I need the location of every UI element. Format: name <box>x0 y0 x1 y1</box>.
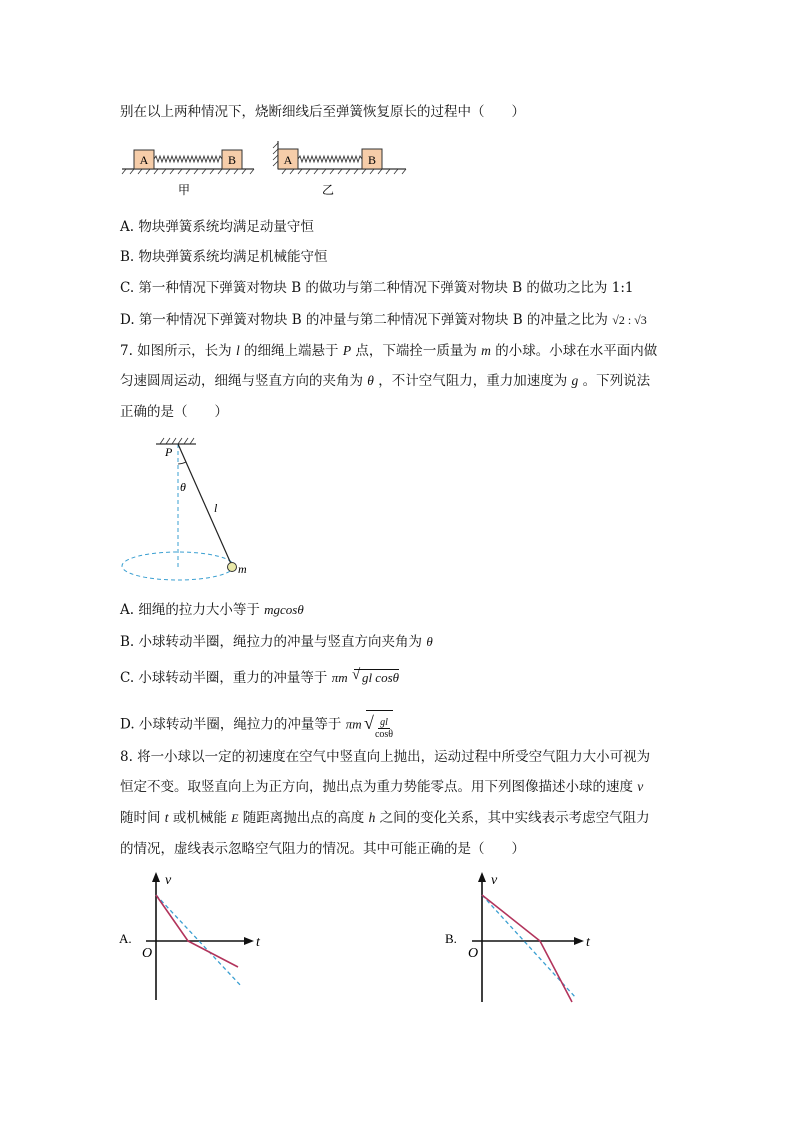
q7-var-p: P <box>342 343 352 358</box>
solid-line <box>482 895 572 1002</box>
sqrt-radical: √ $\frac{gl}{\cos\theta}$ <box>366 710 393 740</box>
q7-stem-line3: 正确的是（ ） <box>120 404 228 420</box>
fraction-numerator: gl <box>380 717 388 728</box>
figure-yi <box>270 140 406 200</box>
block-a-label: A <box>283 153 293 167</box>
q7-option-c <box>120 668 399 688</box>
q6-option-b: B. 物块弹簧系统均满足机械能守恒 <box>120 249 328 265</box>
q7-stem-line2 <box>120 371 650 391</box>
q7-text: 的小球。小球在水平面内做 <box>495 343 658 359</box>
q7-option-d-coef: πm <box>345 716 362 732</box>
x-axis-label: t <box>586 935 590 950</box>
q8-text: 之间的变化关系，其中实线表示考虑空气阻力 <box>379 810 650 826</box>
q7-text: 。下列说法 <box>582 373 651 389</box>
q6-option-d <box>120 310 647 330</box>
q8-stem-line1: 8. 将一小球以一定的初速度在空气中竖直向上抛出，运动过程中所受空气阻力大小可视为 <box>120 749 651 765</box>
q7-option-a <box>120 600 304 620</box>
q8-var-h: h <box>368 810 376 825</box>
q7-option-c-coef: πm <box>331 670 348 685</box>
solid-line <box>156 895 238 967</box>
q8-var-t: t <box>164 810 169 825</box>
label-p: P <box>165 445 173 459</box>
graph-a <box>116 870 276 1005</box>
q8-var-e: E <box>231 811 239 825</box>
q8-text: 随距离抛出点的高度 <box>242 810 365 826</box>
spring <box>298 156 362 162</box>
q7-text: ，不计空气阻力，重力加速度为 <box>378 373 568 389</box>
q6-option-d-ratio: √2 : √3 <box>612 313 647 327</box>
q6-intro: 别在以上两种情况下，烧断细线后至弹簧恢复原长的过程中（ ） <box>120 104 525 120</box>
q6-option-c: C. 第一种情况下弹簧对物块 B 的做功与第二种情况下弹簧对物块 B 的做功之比为 1:1 <box>120 280 634 296</box>
q8-text: 随时间 <box>120 810 161 826</box>
option-label: A. <box>119 931 132 946</box>
q7-option-d <box>120 710 393 740</box>
q7-option-a-text: A. 细绳的拉力大小等于 <box>120 602 260 618</box>
q7-option-d-text: D. 小球转动半圈，绳拉力的冲量等于 <box>120 716 342 733</box>
q7-option-c-radicand: gl cosθ <box>361 670 400 685</box>
q7-option-b-math: θ <box>426 634 433 649</box>
q7-text: 点，下端拴一质量为 <box>355 343 477 359</box>
graph-b <box>442 870 602 1005</box>
q7-text: 7. 如图所示，长为 <box>120 343 232 359</box>
q7-option-b <box>120 632 433 652</box>
origin-label: O <box>142 946 153 961</box>
block-b-label: B <box>227 153 237 167</box>
label-theta: θ <box>180 480 186 494</box>
q8-stem-line4: 的情况，虚线表示忽略空气阻力的情况。其中可能正确的是（ ） <box>120 841 525 857</box>
sqrt-radical: √ gl cosθ <box>351 667 400 685</box>
fraction <box>375 717 393 740</box>
caption-jia: 甲 <box>177 183 191 197</box>
block-b-label: B <box>367 153 377 167</box>
label-l: l <box>214 501 218 515</box>
q7-stem-line1 <box>120 341 657 361</box>
block-a-label: A <box>139 153 149 167</box>
x-axis-label: t <box>256 935 260 950</box>
q6-option-a: A. 物块弹簧系统均满足动量守恒 <box>120 219 314 235</box>
label-m: m <box>238 562 247 576</box>
caption-yi: 乙 <box>321 183 335 197</box>
q7-var-l: l <box>235 343 240 358</box>
q8-text: 恒定不变。取竖直向上为正方向，抛出点为重力势能零点。用下列图像描述小球的速度 <box>120 779 633 795</box>
q8-text: 或机械能 <box>172 810 227 826</box>
option-label: B. <box>445 931 457 946</box>
q8-stem-line3 <box>120 808 650 828</box>
spring <box>154 156 222 162</box>
fraction-denominator: cosθ <box>374 729 394 740</box>
figure-jia <box>122 142 254 200</box>
ball <box>228 563 237 572</box>
conical-pendulum-figure <box>118 436 258 586</box>
q7-text: 的细绳上端悬于 <box>244 343 339 359</box>
q7-var-m: m <box>481 343 491 358</box>
y-axis-label: v <box>491 873 498 888</box>
q7-var-g: g <box>571 373 579 388</box>
origin-label: O <box>468 946 479 961</box>
q7-text: 匀速圆周运动，细绳与竖直方向的夹角为 <box>120 373 363 389</box>
q7-option-a-math: mgcosθ <box>264 602 304 617</box>
q7-option-b-text: B. 小球转动半圈，绳拉力的冲量与竖直方向夹角为 <box>120 634 423 650</box>
y-axis-label: v <box>165 873 172 888</box>
q6-option-d-text: D. 第一种情况下弹簧对物块 B 的冲量与第二种情况下弹簧对物块 B 的冲量之比为 <box>120 312 608 328</box>
q7-var-theta: θ <box>367 373 374 388</box>
q8-stem-line2 <box>120 777 643 797</box>
q7-option-c-text: C. 小球转动半圈，重力的冲量等于 <box>120 670 328 686</box>
q8-var-v: v <box>637 779 644 794</box>
